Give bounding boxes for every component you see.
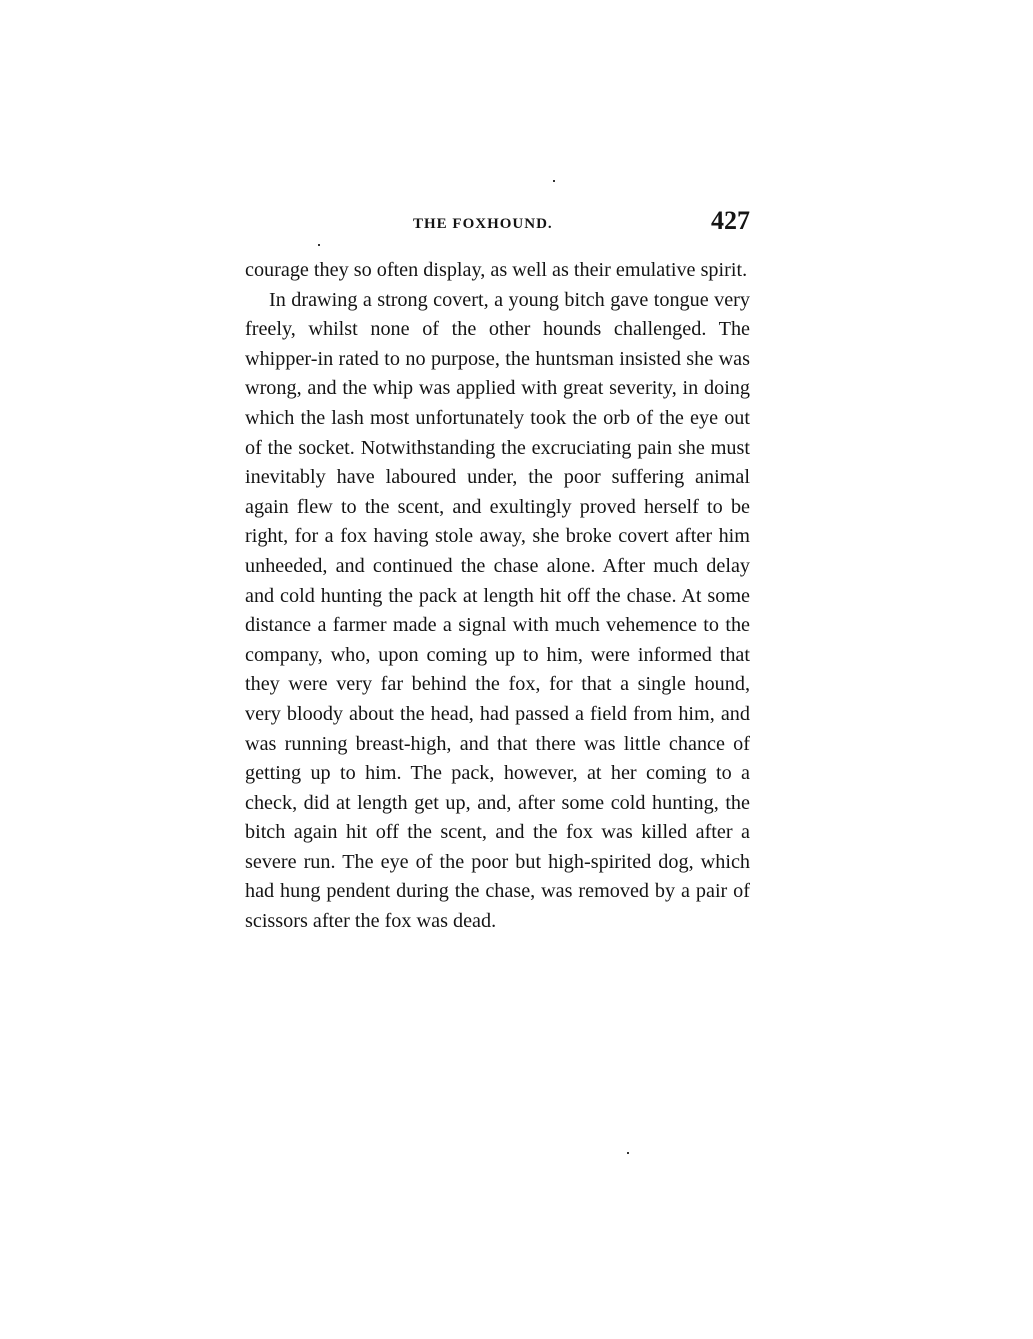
print-speck bbox=[553, 180, 555, 182]
paragraph: In drawing a strong covert, a young bitch gave tongue very freely, whilst none of the other hounds challenged. The whipper-in rated to no purpose, the huntsman insisted she was wrong, and the whip was applied with great severity, in doing which the lash most unfortunately took the orb of the eye out of the socket. Notwithstanding the excruciating pain she must inevitably have laboured under, the poor suffering animal again flew to the scent, and exultingly proved herself to be right, for a fox having stole away, she broke covert after him unheeded, and continued the chase alone. After much delay and cold hunting the pack at length hit off the chase. At some distance a farmer made a signal with much vehemence to the company, who, upon coming up to him, were informed that they were very far behind the fox, for that a single hound, very bloody about the head, had passed a field from him, and was running breast-high, and that there was little chance of getting up to him. The pack, however, at her coming to a check, did at length get up, and, after some cold hunting, the bitch again hit off the scent, and the fox was killed after a severe run. The eye of the poor but high-spirited dog, which had hung pendent during the chase, was removed by a pair of scissors after the fox was dead. bbox=[245, 288, 750, 933]
print-speck bbox=[627, 1152, 629, 1154]
page-header bbox=[245, 206, 750, 242]
page-number: 427 bbox=[711, 206, 750, 235]
running-head: THE FOXHOUND. bbox=[413, 216, 553, 232]
body-text bbox=[245, 256, 750, 937]
print-speck bbox=[318, 244, 320, 246]
paragraph: courage they so often display, as well as their emulative spirit. bbox=[245, 259, 748, 281]
